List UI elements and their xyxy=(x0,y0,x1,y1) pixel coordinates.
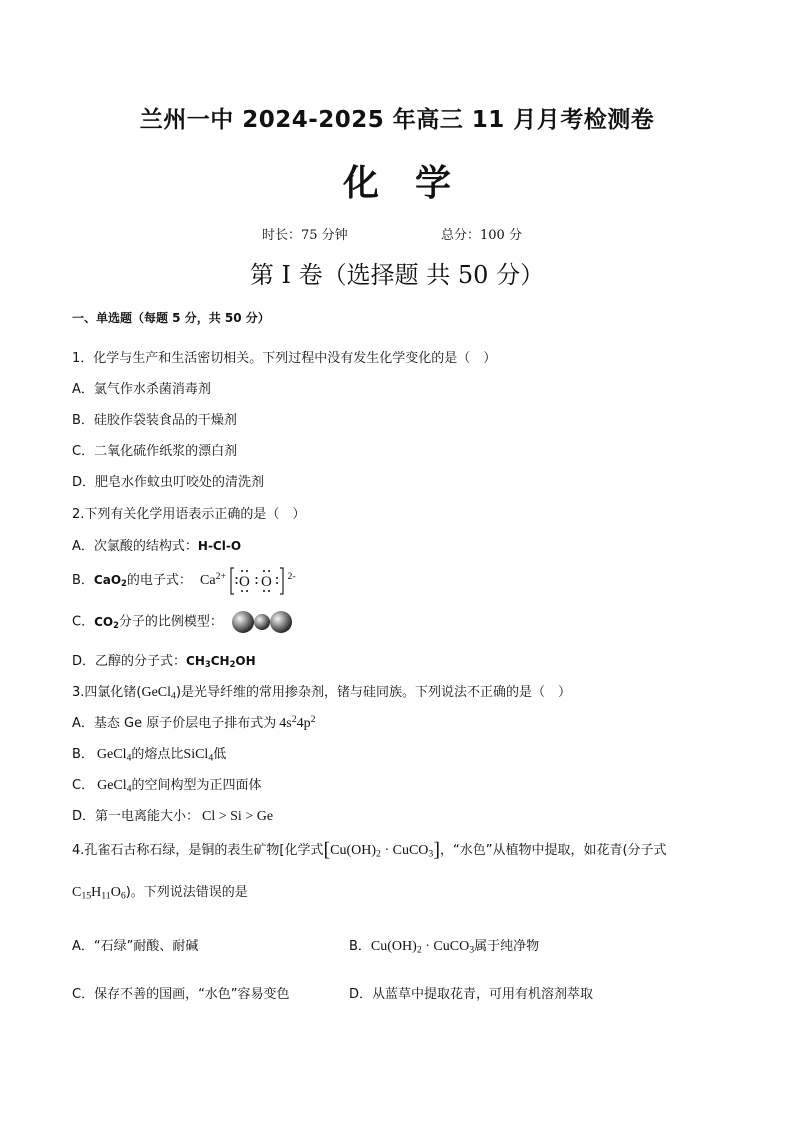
question-4-stem-line-2: $C_{15}H_{11}O_6$)。下列说法错误的是 xyxy=(72,885,248,902)
question-3-option-a: A．基态 Ge 原子价层电子排布式为 $4s^24p^2$ xyxy=(72,714,316,731)
question-3-option-d: D．第一电离能大小： Cl > Si > Ge xyxy=(72,809,274,824)
option-label: D．乙醇的分子式： xyxy=(72,654,187,669)
exam-duration: 时长：75 分钟 xyxy=(262,228,348,243)
cation-symbol: Ca xyxy=(200,573,216,589)
option-label: B． xyxy=(349,939,371,954)
question-2-option-c xyxy=(72,609,293,635)
section-title: 第 I 卷（选择题 共 50 分） xyxy=(249,261,545,289)
anion-charge: 2- xyxy=(287,571,296,583)
question-4-option-a: A．“石绿”耐酸、耐碱 xyxy=(72,939,199,954)
question-2-stem: 2.下列有关化学用语表示正确的是（ ） xyxy=(72,507,306,522)
option-label: C． xyxy=(72,614,95,630)
question-1-option-d: D．肥皂水作蚊虫叮咬处的清洗剂 xyxy=(72,475,265,490)
exam-total-score: 总分：100 分 xyxy=(441,228,522,243)
peroxide-lewis-structure-icon xyxy=(230,566,290,596)
anthocyanin-formula: $C_{15}H_{11}O_6$ xyxy=(72,885,126,902)
question-3-option-c: C． GeCl$_4$的空间构型为正四面体 xyxy=(72,778,262,795)
cation-charge: 2+ xyxy=(215,571,227,583)
chemical-formula: CaO$_2$ xyxy=(93,573,127,589)
electron-dot-formula xyxy=(200,573,296,588)
option-text: 分子的比例模型： xyxy=(118,614,223,630)
chemical-formula: GeCl$_4$ xyxy=(96,747,132,764)
question-1-option-c: C．二氧化硫作纸浆的漂白剂 xyxy=(72,444,238,459)
question-1-option-b: B．硅胶作袋装食品的干燥剂 xyxy=(72,413,237,428)
question-2-option-a xyxy=(72,535,241,554)
exam-title: 兰州一中 2024-2025 年高三 11 月月考检测卷 xyxy=(139,107,655,133)
svg-text:O: O xyxy=(238,574,250,590)
chemical-formula: $Cu(OH)_2$ · CuCO$_3$ xyxy=(370,939,475,956)
question-2-option-b xyxy=(72,566,296,596)
option-label: B． xyxy=(72,573,94,589)
ionization-order: Cl > Si > Ge xyxy=(202,809,274,824)
question-3-stem: 3.四氯化锗(GeCl$_4$)是光导纤维的常用掺杂剂，锗与硅同族。下列说法不正确的是（ ） xyxy=(72,685,572,702)
structural-formula: H-Cl-O xyxy=(197,539,242,553)
question-4-option-b: B．$Cu(OH)_2$ · CuCO$_3$属于纯净物 xyxy=(349,939,540,956)
subject-title: 化 学 xyxy=(342,163,451,204)
question-4-option-d: D．从蓝草中提取花青，可用有机溶剂萃取 xyxy=(349,987,594,1002)
co2-space-filling-model-icon xyxy=(231,609,293,635)
question-1-stem: 1．化学与生产和生活密切相关。下列过程中没有发生化学变化的是（ ） xyxy=(72,351,497,366)
malachite-formula: [$Cu(OH)_2$ · CuCO$_3$] xyxy=(323,839,440,861)
chemical-formula: GeCl$_4$ xyxy=(141,685,176,702)
option-label: A．次氯酸的结构式： xyxy=(72,539,198,554)
option-text: 的电子式： xyxy=(126,573,192,589)
option-label: B． xyxy=(72,747,94,762)
chemical-formula: GeCl$_4$ xyxy=(97,778,132,795)
molecular-formula: $CH_3CH_2OH$ xyxy=(186,654,256,670)
question-4-option-c: C．保存不善的国画，“水色”容易变色 xyxy=(72,987,290,1002)
part-header: 一、单选题（每题 5 分，共 50 分） xyxy=(72,311,270,325)
chemical-formula: SiCl$_4$ xyxy=(183,747,214,764)
option-label: C． xyxy=(72,778,95,793)
electron-configuration: $4s^24p^2$ xyxy=(279,714,316,731)
question-4-stem-line-1: 4.孔雀石古称石绿，是铜的表生矿物[化学式[$Cu(OH)_2$ · CuCO$_3$]，“水色”从植物中提取，如花青(分子式 xyxy=(72,839,667,861)
svg-text:O: O xyxy=(260,574,272,590)
chemical-formula: $CO_2$ xyxy=(94,614,119,630)
question-3-option-b: B． GeCl$_4$的熔点比SiCl$_4$低 xyxy=(72,747,227,764)
question-2-option-d xyxy=(72,650,256,669)
question-1-option-a: A．氯气作水杀菌消毒剂 xyxy=(72,382,211,397)
